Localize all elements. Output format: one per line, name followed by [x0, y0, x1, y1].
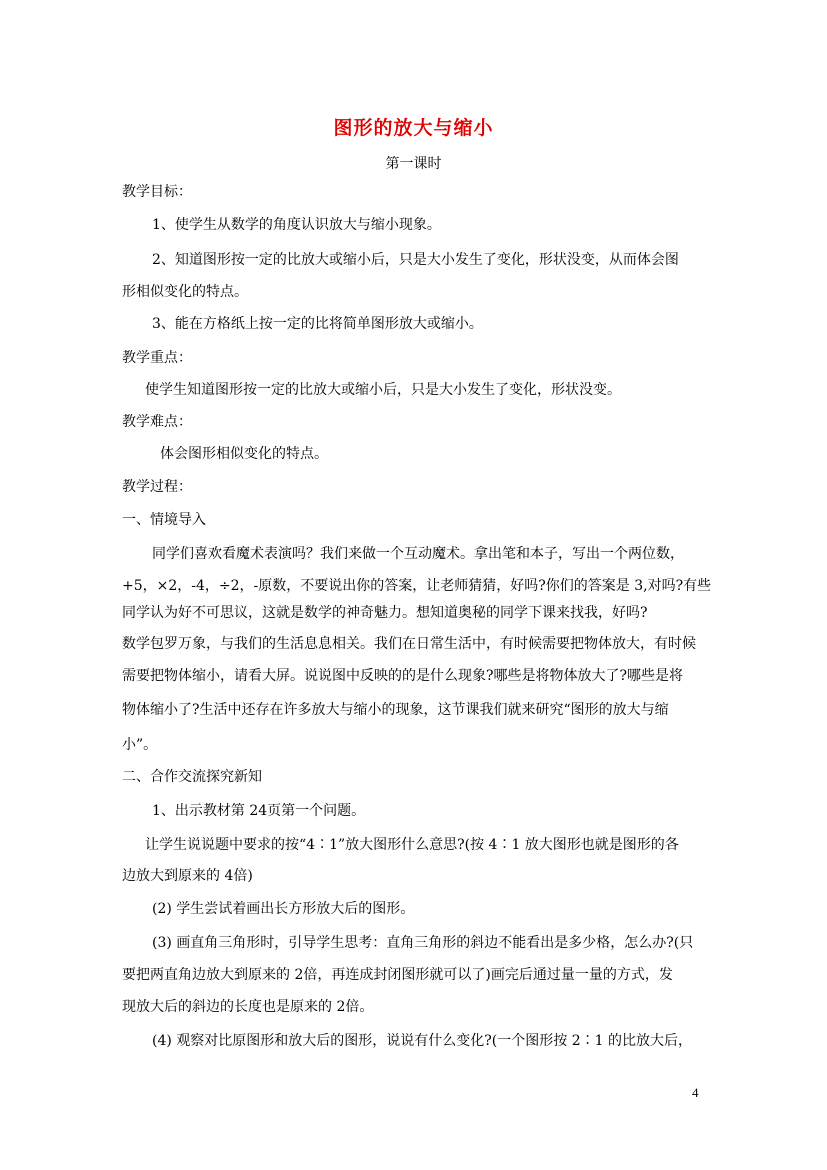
paragraph-line: 1、使学生从数学的角度认识放大与缩小现象。 [152, 217, 441, 233]
paragraph-line: 2、知道图形按一定的比放大或缩小后，只是大小发生了变化，形状没变，从而体会图 [152, 252, 679, 268]
section-heading-process: 教学过程： [122, 479, 192, 495]
paragraph-line: 同学认为好不可思议，这就是数学的神奇魅力。想知道奥秘的同学下课来找我，好吗? [122, 605, 648, 621]
paragraph-line: 要把两直角边放大到原来的 2倍，再连成封闭图形就可以了)画完后通过量一量的方式，发 [122, 967, 673, 983]
section-heading-difficulties: 教学难点： [122, 414, 192, 430]
paragraph-line: (3) 画直角三角形时，引导学生思考：直角三角形的斜边不能看出是多少格，怎么办?(只 [152, 935, 694, 951]
document-title: 图形的放大与缩小 [333, 117, 494, 139]
paragraph-line: (2) 学生尝试着画出长方形放大后的图形。 [152, 901, 415, 917]
paragraph-line: +5，×2，-4，÷2，-原数，不要说出你的答案，让老师猜猜，好吗?你们的答案是 3,对吗?有些 [122, 578, 712, 594]
section-heading-intro: 一、情境导入 [122, 512, 206, 528]
paragraph-line: 3、能在方格纸上按一定的比将简单图形放大或缩小。 [152, 316, 483, 332]
paragraph-line: 同学们喜欢看魔术表演吗？我们来做一个互动魔术。拿出笔和本子，写出一个两位数， [152, 546, 684, 562]
paragraph-line: (4) 观察对比原图形和放大后的图形，说说有什么变化?(一个图形按 2∶1 的比放大后， [152, 1033, 692, 1049]
lesson-subtitle: 第一课时 [385, 156, 442, 172]
paragraph-line: 形相似变化的特点。 [122, 284, 248, 300]
paragraph-line: 体会图形相似变化的特点。 [160, 446, 328, 462]
paragraph-line: 数学包罗万象，与我们的生活息息相关。我们在日常生活中，有时候需要把物体放大，有时候 [122, 636, 696, 652]
paragraph-line: 现放大后的斜边的长度也是原来的 2倍。 [122, 999, 374, 1015]
paragraph-line: 使学生知道图形按一定的比放大或缩小后，只是大小发生了变化，形状没变。 [145, 382, 621, 398]
paragraph-line: 边放大到原来的 4倍) [122, 868, 253, 884]
paragraph-line: 让学生说说题中要求的按“4∶1”放大图形什么意思?(按 4∶1 放大图形也就是图形的各 [145, 837, 679, 853]
paragraph-line: 小”。 [122, 737, 158, 753]
section-heading-key-points: 教学重点： [122, 350, 192, 366]
section-heading-goals: 教学目标： [122, 184, 192, 200]
paragraph-line: 1、出示教材第 24页第一个问题。 [152, 803, 366, 819]
paragraph-line: 物体缩小了?生活中还存在许多放大与缩小的现象，这节课我们就来研究“图形的放大与缩 [122, 702, 669, 718]
paragraph-line: 需要把物体缩小，请看大屏。说说图中反映的的是什么现象?哪些是将物体放大了?哪些是将 [122, 668, 684, 684]
page-number: 4 [692, 1085, 699, 1100]
section-heading-exploration: 二、合作交流探究新知 [122, 769, 262, 785]
